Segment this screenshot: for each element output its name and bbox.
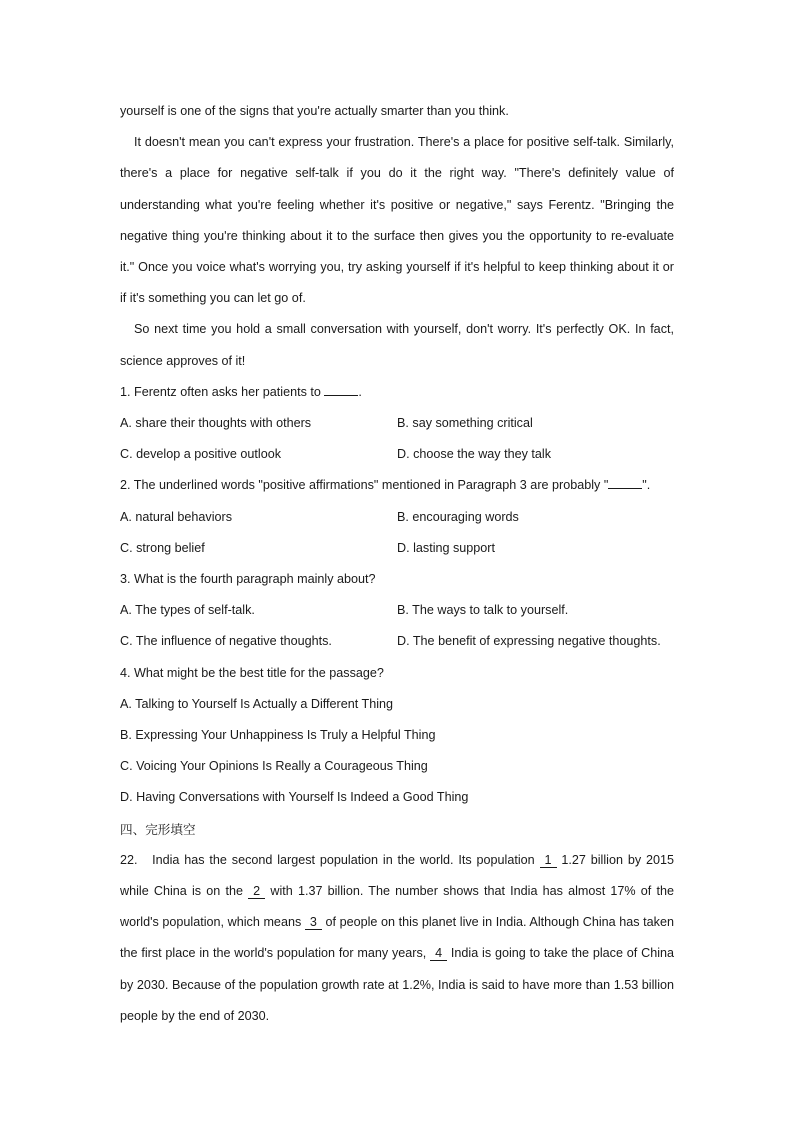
answer-blank	[324, 395, 358, 396]
cloze-blank-1: 1	[540, 853, 557, 868]
question-stem: 3. What is the fourth paragraph mainly about?	[120, 572, 376, 587]
cloze-text: of people on this planet live in India. Although China has taken the first place in the world's population for many years,	[120, 915, 674, 961]
cloze-text: India has the second largest population in the world. Its population	[152, 852, 540, 867]
question-stem	[120, 377, 674, 408]
question-number: 22.	[120, 852, 138, 867]
stem-text-after: ".	[642, 478, 651, 493]
option-b: B. encouraging words	[397, 509, 519, 524]
question-3	[120, 564, 674, 658]
option-d: D. lasting support	[397, 540, 496, 555]
options-row	[120, 439, 674, 470]
option-c: C. Voicing Your Opinions Is Really a Courageous Thing	[120, 759, 428, 774]
option-d: D. The benefit of expressing negative thoughts.	[397, 634, 661, 649]
section-title: 四、完形填空	[120, 821, 196, 837]
option-c: C. develop a positive outlook	[120, 447, 282, 462]
cloze-blank-4: 4	[430, 946, 447, 961]
options-row	[120, 533, 674, 564]
question-stem: 4. What might be the best title for the passage?	[120, 665, 384, 680]
question-4	[120, 658, 674, 814]
stem-text: 2. The underlined words "positive affirmations" mentioned in Paragraph 3 are probably "	[120, 478, 609, 493]
cloze-blank-2: 2	[248, 884, 265, 899]
question-1	[120, 377, 674, 471]
answer-blank	[608, 488, 642, 489]
option-b: B. Expressing Your Unhappiness Is Truly a Helpful Thing	[120, 728, 436, 743]
options-row	[120, 502, 674, 533]
cloze-text: with 1.37 billion. The number shows that India has almost 17% of the world's population, which means	[120, 884, 674, 930]
option-a: A. Talking to Yourself Is Actually a Different Thing	[120, 696, 394, 711]
options-row	[120, 626, 674, 657]
option-a: A. The types of self-talk.	[120, 603, 255, 618]
page-content	[120, 96, 674, 1032]
option-a: A. share their thoughts with others	[120, 416, 312, 431]
option-b: B. The ways to talk to yourself.	[397, 603, 569, 618]
options-row	[120, 408, 674, 439]
cloze-text: India is going to take the place of China by 2030. Because of the population growth rate at 1.2%, India is said to have more than 1.53 billion people by the end of 2030.	[120, 946, 675, 1023]
option-d: D. choose the way they talk	[397, 447, 552, 462]
option-c: C. The influence of negative thoughts.	[120, 634, 332, 649]
paragraph-conclusion: So next time you hold a small conversation with yourself, don't worry. It's perfectly OK. In fact, science approves of it!	[120, 322, 674, 368]
option-c: C. strong belief	[120, 540, 205, 555]
cloze-paragraph	[120, 845, 674, 1032]
option-b: B. say something critical	[397, 416, 533, 431]
stem-text: 1. Ferentz often asks her patients to	[120, 384, 325, 399]
options-row	[120, 595, 674, 626]
option-d: D. Having Conversations with Yourself Is Indeed a Good Thing	[120, 790, 469, 805]
option-a: A. natural behaviors	[120, 509, 233, 524]
cloze-text: 1.27 billion by 2015 while China is on the	[120, 852, 674, 899]
paragraph-frustration: It doesn't mean you can't express your frustration. There's a place for positive self-talk. Similarly, there's a place for negative self-talk if you do it the right way. "There's definitely value of understanding what you're feeling whether it's positive or negative," says Ferentz. "Bringing the negative thing you're thinking about it to the surface then gives you the opportunity to re-evaluate it." Once you voice what's worrying you, try asking yourself if it's helpful to keep thinking about it or if it's something you can let go of.	[120, 135, 674, 306]
cloze-blank-3: 3	[305, 915, 322, 930]
stem-text-after: .	[358, 384, 362, 399]
paragraph-end: yourself is one of the signs that you're actually smarter than you think.	[120, 104, 509, 118]
question-2	[120, 470, 674, 564]
question-stem	[120, 470, 674, 501]
